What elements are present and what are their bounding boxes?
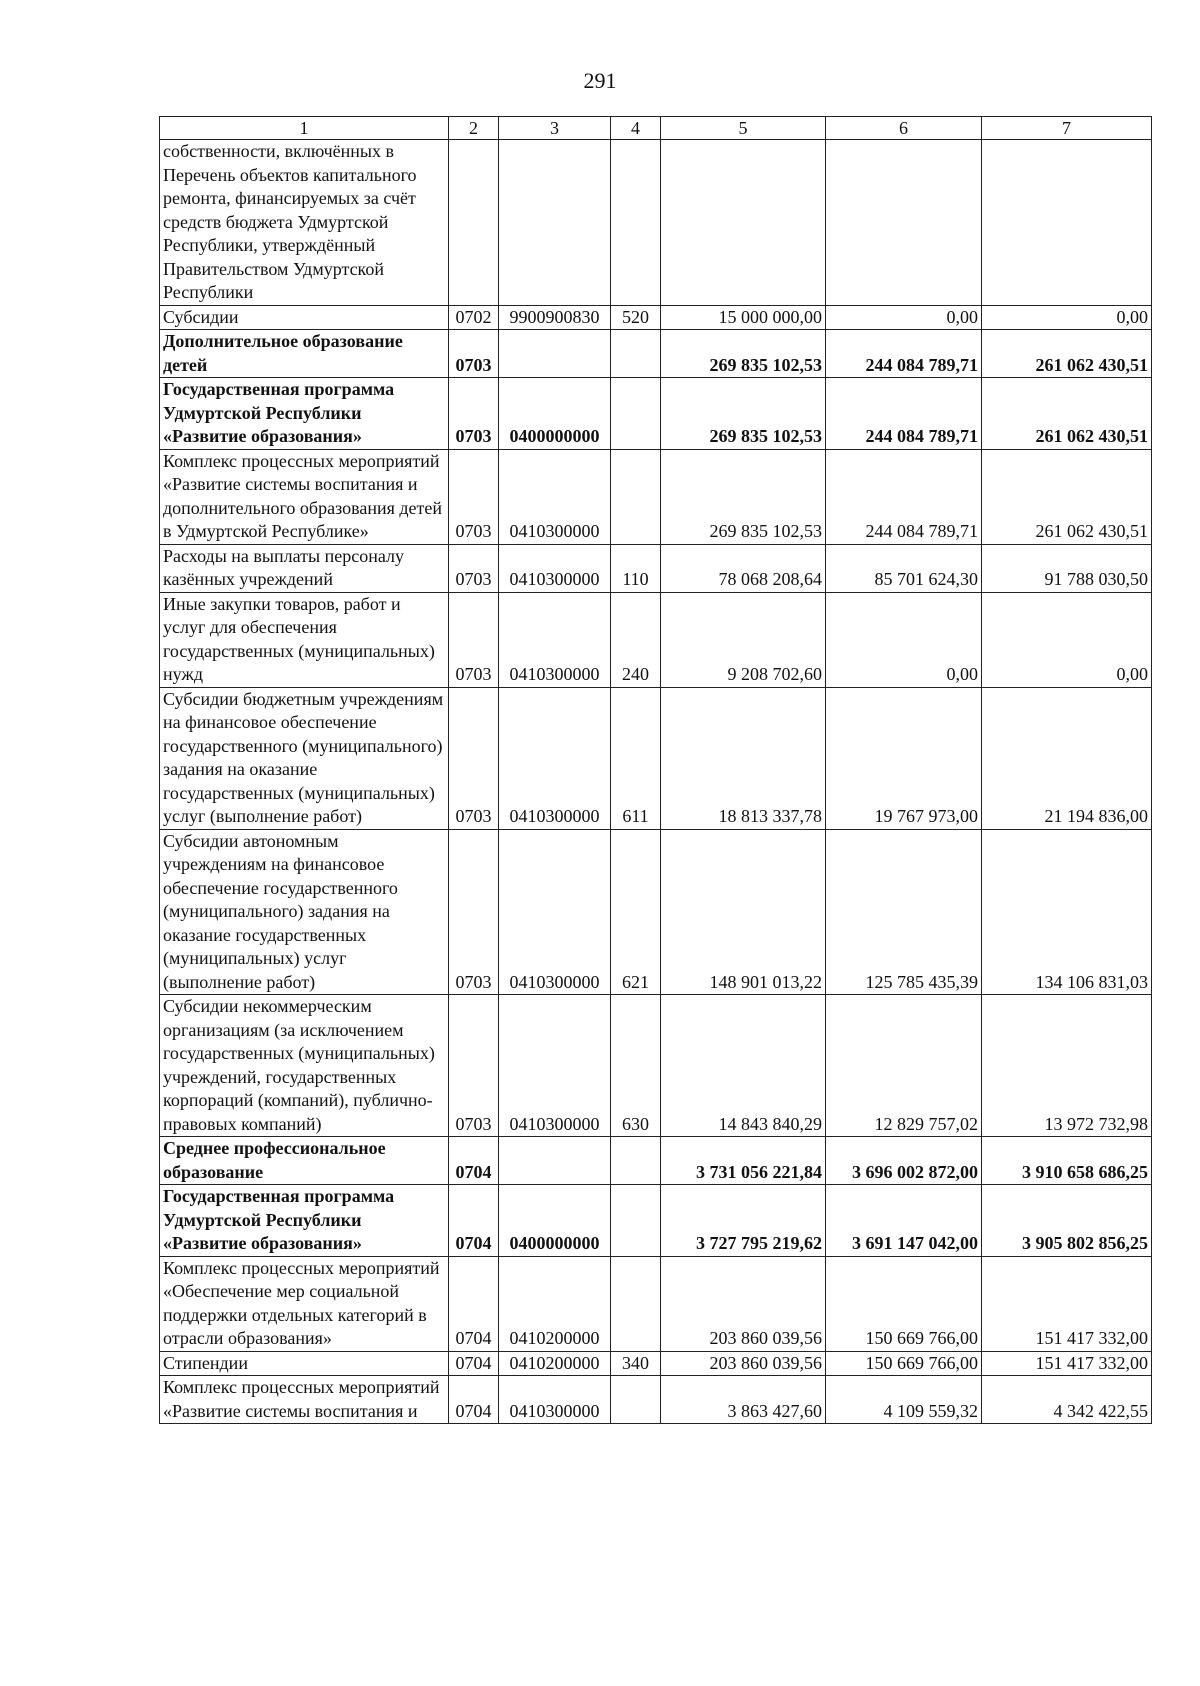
amount-col-7: 261 062 430,51 [982,449,1152,544]
target-article-code [499,1137,611,1185]
amount-col-6 [826,140,982,306]
amount-col-6: 19 767 973,00 [826,687,982,829]
expense-type-code [611,378,661,450]
budget-table [159,116,1152,1424]
amount-col-5: 14 843 840,29 [661,995,826,1137]
amount-col-5: 269 835 102,53 [661,449,826,544]
target-article-code: 0400000000 [499,1185,611,1257]
section-code: 0703 [449,378,499,450]
item-name: Субсидии автономным учреждениям на финансовое обеспечение государственного (муниципального) задания на оказание государственных (муниципальных) услуг (выполнение работ) [160,829,449,995]
expense-type-code [611,1137,661,1185]
expense-type-code [611,1185,661,1257]
section-code: 0703 [449,592,499,687]
item-name: Государственная программа Удмуртской Республики «Развитие образования» [160,1185,449,1257]
section-code: 0703 [449,829,499,995]
amount-col-7: 151 417 332,00 [982,1256,1152,1351]
target-article-code [499,140,611,306]
expense-type-code [611,140,661,306]
section-code: 0703 [449,995,499,1137]
target-article-code: 0410200000 [499,1351,611,1376]
amount-col-5: 18 813 337,78 [661,687,826,829]
amount-col-5: 269 835 102,53 [661,330,826,378]
table-row [160,1185,1152,1257]
section-code [449,140,499,306]
amount-col-6: 4 109 559,32 [826,1376,982,1424]
table-row [160,1256,1152,1351]
amount-col-6: 3 696 002 872,00 [826,1137,982,1185]
item-name: собственности, включённых в Перечень объектов капитального ремонта, финансируемых за счёт средств бюджета Удмуртской Республики, утверждённый Правительством Удмуртской Республики [160,140,449,306]
amount-col-6: 0,00 [826,592,982,687]
item-name: Дополнительное образование детей [160,330,449,378]
item-name: Расходы на выплаты персоналу казённых учреждений [160,544,449,592]
section-code: 0703 [449,449,499,544]
table-row [160,592,1152,687]
amount-col-6: 12 829 757,02 [826,995,982,1137]
section-code: 0703 [449,330,499,378]
amount-col-6: 244 084 789,71 [826,330,982,378]
target-article-code: 0410300000 [499,687,611,829]
amount-col-5: 9 208 702,60 [661,592,826,687]
amount-col-6: 150 669 766,00 [826,1351,982,1376]
amount-col-5: 269 835 102,53 [661,378,826,450]
table-row [160,305,1152,330]
amount-col-5: 203 860 039,56 [661,1351,826,1376]
section-code: 0704 [449,1137,499,1185]
amount-col-5 [661,140,826,306]
expense-type-code [611,330,661,378]
amount-col-7: 13 972 732,98 [982,995,1152,1137]
table-row [160,378,1152,450]
page-number: 291 [583,68,617,93]
table-row [160,829,1152,995]
item-name: Комплекс процессных мероприятий «Развитие системы воспитания и [160,1376,449,1424]
amount-col-7: 3 910 658 686,25 [982,1137,1152,1185]
table-row [160,544,1152,592]
amount-col-7: 261 062 430,51 [982,378,1152,450]
item-name: Стипендии [160,1351,449,1376]
amount-col-7: 0,00 [982,305,1152,330]
amount-col-6: 3 691 147 042,00 [826,1185,982,1257]
table-row [160,1351,1152,1376]
target-article-code: 0410300000 [499,592,611,687]
amount-col-7: 4 342 422,55 [982,1376,1152,1424]
expense-type-code: 621 [611,829,661,995]
expense-type-code [611,1376,661,1424]
section-code: 0703 [449,687,499,829]
target-article-code: 0410300000 [499,1376,611,1424]
target-article-code: 0410300000 [499,544,611,592]
target-article-code: 9900900830 [499,305,611,330]
section-code: 0704 [449,1256,499,1351]
table-row [160,449,1152,544]
amount-col-7: 151 417 332,00 [982,1351,1152,1376]
amount-col-7: 134 106 831,03 [982,829,1152,995]
expense-type-code: 520 [611,305,661,330]
section-code: 0704 [449,1185,499,1257]
amount-col-6: 0,00 [826,305,982,330]
column-header: 4 [611,117,661,140]
section-code: 0703 [449,544,499,592]
table-row [160,687,1152,829]
amount-col-5: 15 000 000,00 [661,305,826,330]
item-name: Комплекс процессных мероприятий «Развитие системы воспитания и дополнительного образования детей в Удмуртской Республике» [160,449,449,544]
section-code: 0702 [449,305,499,330]
amount-col-5: 3 863 427,60 [661,1376,826,1424]
amount-col-6: 244 084 789,71 [826,449,982,544]
amount-col-7 [982,140,1152,306]
column-header: 1 [160,117,449,140]
table-row [160,1137,1152,1185]
amount-col-7: 0,00 [982,592,1152,687]
amount-col-7: 21 194 836,00 [982,687,1152,829]
target-article-code: 0400000000 [499,378,611,450]
target-article-code: 0410300000 [499,829,611,995]
target-article-code: 0410300000 [499,449,611,544]
expense-type-code [611,449,661,544]
column-header: 7 [982,117,1152,140]
table-row [160,1376,1152,1424]
amount-col-7: 91 788 030,50 [982,544,1152,592]
amount-col-5: 3 727 795 219,62 [661,1185,826,1257]
target-article-code: 0410200000 [499,1256,611,1351]
item-name: Субсидии бюджетным учреждениям на финансовое обеспечение государственного (муниципального) задания на оказание государственных (муниципальных) услуг (выполнение работ) [160,687,449,829]
amount-col-6: 125 785 435,39 [826,829,982,995]
item-name: Субсидии [160,305,449,330]
section-code: 0704 [449,1351,499,1376]
amount-col-6: 85 701 624,30 [826,544,982,592]
amount-col-6: 244 084 789,71 [826,378,982,450]
amount-col-5: 148 901 013,22 [661,829,826,995]
expense-type-code: 110 [611,544,661,592]
expense-type-code: 340 [611,1351,661,1376]
amount-col-5: 78 068 208,64 [661,544,826,592]
item-name: Комплекс процессных мероприятий «Обеспечение мер социальной поддержки отдельных категорий в отрасли образования» [160,1256,449,1351]
item-name: Государственная программа Удмуртской Республики «Развитие образования» [160,378,449,450]
column-header: 5 [661,117,826,140]
target-article-code [499,330,611,378]
amount-col-7: 261 062 430,51 [982,330,1152,378]
amount-col-6: 150 669 766,00 [826,1256,982,1351]
expense-type-code: 630 [611,995,661,1137]
table-row [160,140,1152,306]
amount-col-5: 3 731 056 221,84 [661,1137,826,1185]
column-header: 2 [449,117,499,140]
table-header-row [160,117,1152,140]
expense-type-code: 240 [611,592,661,687]
table-row [160,330,1152,378]
item-name: Иные закупки товаров, работ и услуг для обеспечения государственных (муниципальных) нужд [160,592,449,687]
amount-col-5: 203 860 039,56 [661,1256,826,1351]
column-header: 6 [826,117,982,140]
expense-type-code: 611 [611,687,661,829]
table-row [160,995,1152,1137]
item-name: Среднее профессиональное образование [160,1137,449,1185]
section-code: 0704 [449,1376,499,1424]
column-header: 3 [499,117,611,140]
item-name: Субсидии некоммерческим организациям (за исключением государственных (муниципальных) учреждений, государственных корпораций (компаний), публично-правовых компаний) [160,995,449,1137]
target-article-code: 0410300000 [499,995,611,1137]
expense-type-code [611,1256,661,1351]
amount-col-7: 3 905 802 856,25 [982,1185,1152,1257]
